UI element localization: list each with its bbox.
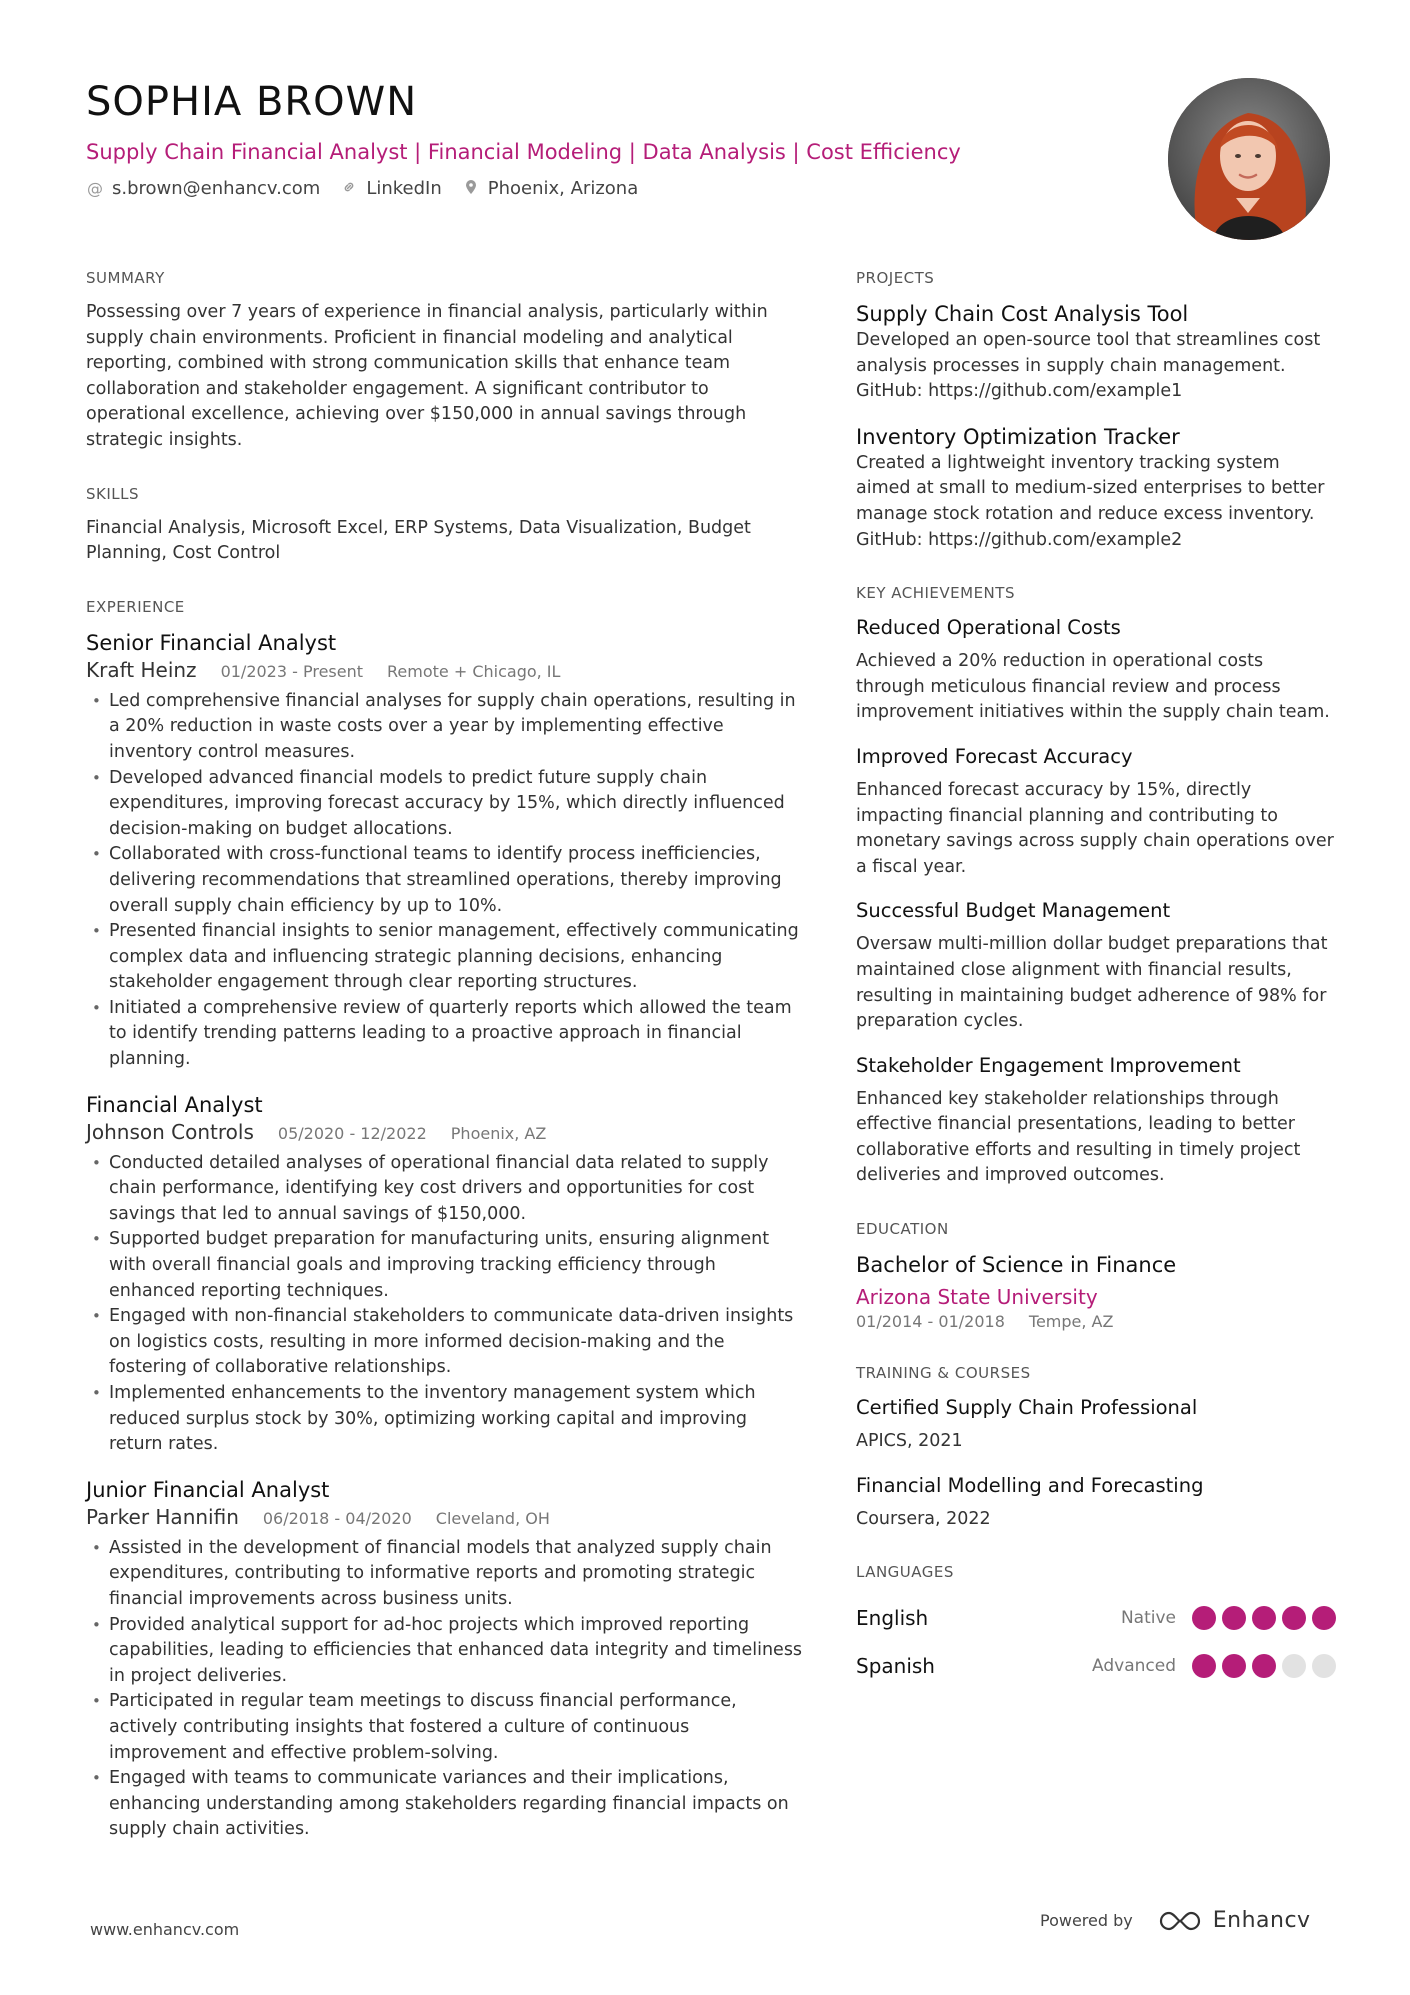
candidate-name: SOPHIA BROWN <box>86 79 418 125</box>
location-pin-icon <box>462 179 480 199</box>
contact-bar <box>86 178 1146 199</box>
bullet-item: • Presented financial insights to senior management, effectively communicating complex data and influencing strategic planning decisions, enhancing stakeholder engagement through clear reporting structures. <box>86 919 806 996</box>
company-name: Parker Hannifin <box>86 1504 239 1529</box>
language-proficiency <box>1121 1606 1336 1630</box>
powered-by-text: Powered by <box>1040 1911 1133 1930</box>
language-proficiency <box>1092 1654 1336 1678</box>
achievements-section <box>856 583 1336 1189</box>
headline: Supply Chain Financial Analyst | Financial Modeling | Data Analysis | Cost Efficiency <box>86 140 961 164</box>
brand-name: Enhancv <box>1212 1908 1311 1933</box>
avatar <box>1168 78 1330 240</box>
bullet-item: • Supported budget preparation for manufacturing units, ensuring alignment with overall financial goals and improving tracking efficiency through enhanced reporting techniques. <box>86 1227 806 1304</box>
bullet-item: • Led comprehensive financial analyses for supply chain operations, resulting in a 20% reduction in waste costs over a year by implementing effective inventory control measures. <box>86 689 806 766</box>
footer-branding <box>1040 1908 1311 1933</box>
project-text: Developed an open-source tool that streamlines cost analysis processes in supply chain management. GitHub: https://github.com/example1 <box>856 330 1321 402</box>
at-icon: @ <box>87 179 103 198</box>
project-title: Inventory Optimization Tracker <box>856 424 1180 449</box>
education-section <box>856 1219 1336 1333</box>
email-text: s.brown@enhancv.com <box>112 178 321 199</box>
training-title: Financial Modelling and Forecasting <box>856 1473 1204 1497</box>
job-meta <box>86 1504 806 1532</box>
company-name: Johnson Controls <box>86 1119 254 1144</box>
left-column <box>86 268 806 1873</box>
education-location: Tempe, AZ <box>1028 1312 1114 1332</box>
job-location: Phoenix, AZ <box>450 1123 547 1143</box>
rating-dot-filled <box>1192 1606 1216 1630</box>
rating-dot-empty <box>1282 1654 1306 1678</box>
achievement-text: Achieved a 20% reduction in operational costs through meticulous financial review and process improvement initiatives within the supply chain team. <box>856 651 1330 723</box>
job-title: Senior Financial Analyst <box>86 630 337 655</box>
language-row <box>856 1642 1336 1690</box>
section-title: EDUCATION <box>856 1220 949 1239</box>
job-entry <box>86 1091 806 1458</box>
languages-section <box>856 1562 1336 1690</box>
footer-website[interactable]: www.enhancv.com <box>90 1920 240 1939</box>
project-title: Supply Chain Cost Analysis Tool <box>856 302 1189 326</box>
bullet-item: • Developed advanced financial models to predict future supply chain expenditures, improving forecast accuracy by 15%, which directly influenced decision-making on budget allocations. <box>86 766 806 843</box>
achievement-title: Reduced Operational Costs <box>856 616 1121 640</box>
training-item <box>856 1395 1336 1455</box>
school-name: Arizona State University <box>856 1285 1098 1310</box>
section-title: SUMMARY <box>86 269 165 287</box>
rating-dot-filled <box>1312 1606 1336 1630</box>
job-bullets <box>86 689 806 1073</box>
degree: Bachelor of Science in Finance <box>856 1253 1177 1278</box>
project-item <box>856 300 1336 405</box>
summary-text: Possessing over 7 years of experience in financial analysis, particularly within supply chain environments. Proficient in financial modeling and analytical reporting, combined with strong communication skills that enhance team collaboration and stakeholder engagement. A significant contributor to operational excellence, achieving over $150,000 in annual savings through strategic insights. <box>86 302 768 450</box>
job-meta <box>86 1119 806 1147</box>
job-location: Cleveland, OH <box>435 1508 550 1528</box>
rating-dots <box>1192 1606 1336 1630</box>
section-title: KEY ACHIEVEMENTS <box>856 584 1015 603</box>
achievement-title: Successful Budget Management <box>856 899 1171 923</box>
bullet-item: • Provided analytical support for ad-hoc projects which improved reporting capabilities, leading to efficiencies that enhanced data integrity and timeliness in project deliveries. <box>86 1613 806 1690</box>
section-title: EXPERIENCE <box>86 597 185 616</box>
project-text: Created a lightweight inventory tracking system aimed at small to medium-sized enterprises to better manage stock rotation and reduce excess inventory. GitHub: https://github.com/example2 <box>856 452 1325 550</box>
bullet-item: • Assisted in the development of financial models that analyzed supply chain expenditures, contributing to informative reports and promoting strategic financial improvements across business units. <box>86 1536 806 1613</box>
contact-linkedin[interactable] <box>340 178 441 199</box>
section-title: LANGUAGES <box>856 1563 954 1582</box>
rating-dot-filled <box>1252 1654 1276 1678</box>
location-text: Phoenix, Arizona <box>487 178 639 199</box>
rating-dot-filled <box>1222 1606 1246 1630</box>
job-location: Remote + Chicago, IL <box>387 661 561 681</box>
contact-location <box>462 178 638 199</box>
link-icon <box>340 179 358 199</box>
training-sub: Coursera, 2022 <box>856 1508 991 1529</box>
bullet-item: • Collaborated with cross-functional teams to identify process inefficiencies, delivering recommendations that streamlined operations, thereby improving overall supply chain efficiency by up to 10%. <box>86 842 806 919</box>
experience-section <box>86 597 806 1843</box>
resume-header <box>86 78 1146 199</box>
language-row <box>856 1594 1336 1642</box>
achievement-title: Stakeholder Engagement Improvement <box>856 1053 1241 1077</box>
job-bullets <box>86 1536 806 1843</box>
contact-email[interactable] <box>86 178 320 199</box>
job-title: Junior Financial Analyst <box>86 1477 330 1502</box>
achievement-item <box>856 898 1336 1034</box>
rating-dot-filled <box>1192 1654 1216 1678</box>
language-level: Advanced <box>1092 1656 1176 1677</box>
rating-dot-filled <box>1252 1606 1276 1630</box>
achievement-text: Oversaw multi-million dollar budget preparations that maintained close alignment with financial results, resulting in maintaining budget adherence of 98% for preparation cycles. <box>856 934 1328 1032</box>
bullet-item: • Engaged with teams to communicate variances and their implications, enhancing understanding among stakeholders regarding financial impacts on supply chain activities. <box>86 1766 806 1843</box>
bullet-item: • Participated in regular team meetings to discuss financial performance, actively contributing insights that fostered a culture of continuous improvement and effective problem-solving. <box>86 1689 806 1766</box>
projects-section <box>856 268 1336 553</box>
education-dates: 01/2014 - 01/2018 <box>856 1312 1005 1332</box>
bullet-item: • Initiated a comprehensive review of quarterly reports which allowed the team to identify trending patterns leading to a proactive approach in financial planning. <box>86 996 806 1073</box>
language-level: Native <box>1120 1608 1176 1629</box>
job-dates: 05/2020 - 12/2022 <box>277 1123 427 1143</box>
job-entry <box>86 629 806 1073</box>
section-title: PROJECTS <box>856 269 935 287</box>
right-column <box>856 268 1336 1720</box>
bullet-item: • Engaged with non-financial stakeholders to communicate data-driven insights on logistics costs, resulting in more informed decision-making and the fostering of collaborative relationships. <box>86 1304 806 1381</box>
bullet-item: • Conducted detailed analyses of operational financial data related to supply chain performance, identifying key cost drivers and opportunities for cost savings that led to annual savings of $150,000. <box>86 1151 806 1228</box>
rating-dot-filled <box>1282 1606 1306 1630</box>
skills-text: Financial Analysis, Microsoft Excel, ERP Systems, Data Visualization, Budget Planning, Cost Control <box>86 517 751 564</box>
language-name: English <box>856 1606 929 1631</box>
section-title: TRAINING & COURSES <box>856 1364 1031 1383</box>
language-name: Spanish <box>856 1654 935 1679</box>
achievement-item <box>856 1053 1336 1189</box>
infinity-icon <box>1157 1909 1203 1933</box>
summary-section <box>86 268 806 454</box>
job-meta <box>86 657 806 685</box>
training-section <box>856 1363 1336 1532</box>
training-title: Certified Supply Chain Professional <box>856 1396 1198 1420</box>
job-title: Financial Analyst <box>86 1092 263 1117</box>
section-title: SKILLS <box>86 484 140 503</box>
rating-dot-empty <box>1312 1654 1336 1678</box>
training-sub: APICS, 2021 <box>856 1431 963 1452</box>
job-dates: 06/2018 - 04/2020 <box>262 1508 412 1528</box>
bullet-item: • Implemented enhancements to the inventory management system which reduced surplus stock by 30%, optimizing working capital and improving return rates. <box>86 1381 806 1458</box>
achievement-text: Enhanced key stakeholder relationships through effective financial presentations, leading to better collaborative efforts and resulting in timely project deliveries and improved outcomes. <box>856 1088 1301 1186</box>
job-entry <box>86 1476 806 1843</box>
achievement-item <box>856 744 1336 880</box>
achievement-title: Improved Forecast Accuracy <box>856 744 1133 768</box>
job-dates: 01/2023 - Present <box>220 661 364 681</box>
project-item <box>856 423 1336 553</box>
rating-dot-filled <box>1222 1654 1246 1678</box>
company-name: Kraft Heinz <box>86 657 197 682</box>
achievement-text: Enhanced forecast accuracy by 15%, directly impacting financial planning and contributing to monetary savings across supply chain operations over a fiscal year. <box>856 779 1334 877</box>
linkedin-text: LinkedIn <box>366 178 442 199</box>
job-bullets <box>86 1151 806 1458</box>
achievement-item <box>856 615 1336 726</box>
rating-dots <box>1192 1654 1336 1678</box>
enhancv-logo[interactable] <box>1157 1908 1311 1933</box>
education-meta <box>856 1311 1336 1333</box>
training-item <box>856 1473 1336 1533</box>
skills-section <box>86 484 806 567</box>
